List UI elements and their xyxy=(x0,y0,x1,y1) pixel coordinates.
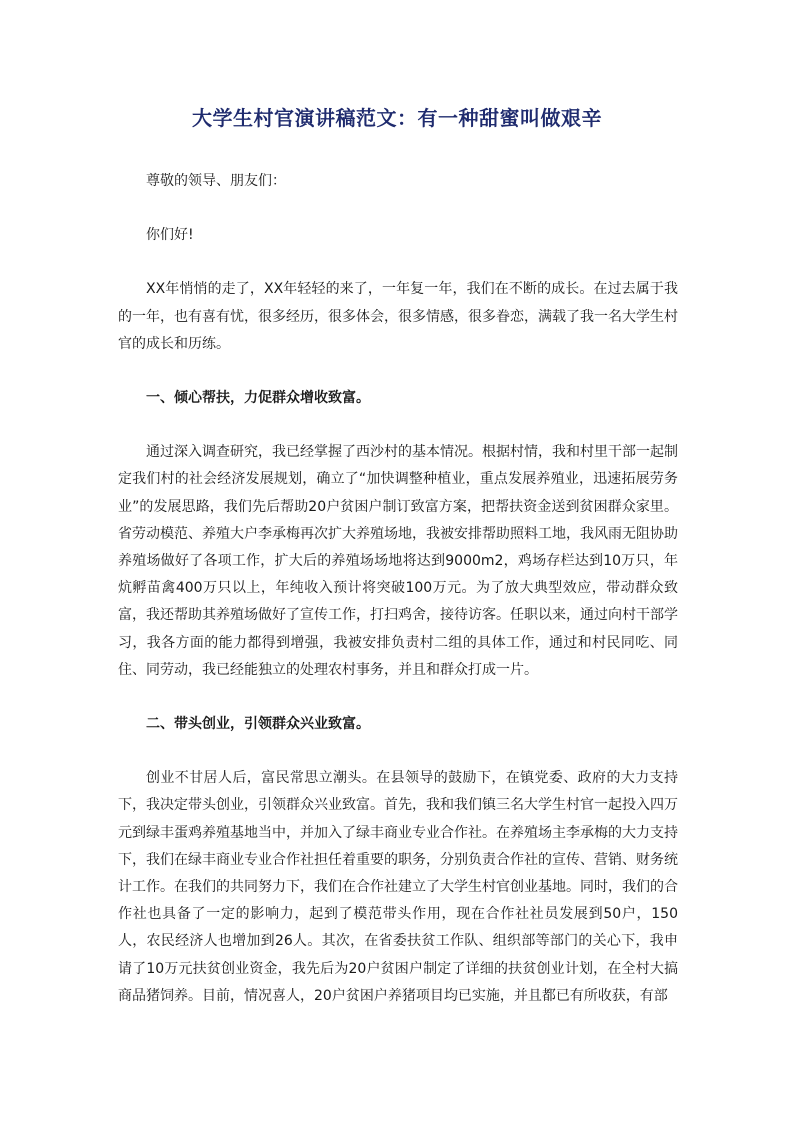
salutation: 尊敬的领导、朋友们： xyxy=(146,173,286,189)
section-1-heading: 一、倾心帮扶，力促群众增收致富。 xyxy=(146,390,370,407)
document-title: 大学生村官演讲稿范文：有一种甜蜜叫做艰辛 xyxy=(192,106,602,130)
section-2-paragraph: 创业不甘居人后，富民常思立潮头。在县领导的鼓励下，在镇党委、政府的大力支持下，我决定带头创业，引领群众兴业致富。首先，我和我们镇三名大学生村官一起投入四万元到绿丰蛋鸡养殖基地当中，并加入了绿丰商业专业合作社。在养殖场主李承梅的大力支持下，我们在绿丰商业专业合作社担任着重要的职务，分别负责合作社的宣传、营销、财务统计工作。在我们的共同努力下，我们在合作社建立了大学生村官创业基地。同时，我们的合作社也具备了一定的影响力，起到了模范带头作用，现在合作社社员发展到50户，150人，农民经济人也增加到26人。其次，在省委扶贫工作队、组织部等部门的关心下，我申请了10万元扶贫创业资金，我先后为20户贫困户制定了详细的扶贫创业计划，在全村大搞商品猪饲养。目前，情况喜人，20户贫困户养猪项目均已实施，并且都已有所收获，有部 xyxy=(118,770,678,1004)
section-1-paragraph: 通过深入调查研究，我已经掌握了西沙村的基本情况。根据村情，我和村里干部一起制定我们村的社会经济发展规划，确立了“加快调整种植业，重点发展养殖业，迅速拓展劳务业”的发展思路，我们先后帮助20户贫困户制订致富方案，把帮扶资金送到贫困群众家里。省劳动模范、养殖大户李承梅再次扩大养殖场地，我被安排帮助照料工地，我风雨无阻协助养殖场做好了各项工作，扩大后的养殖场场地将达到9000m2，鸡场存栏达到10万只，年炕孵苗禽400万只以上，年纯收入预计将突破100万元。为了放大典型效应，带动群众致富，我还帮助其养殖场做好了宣传工作，打扫鸡舍，接待访客。任职以来，通过向村干部学习，我各方面的能力都得到增强，我被安排负责村二组的具体工作，通过和村民同吃、同住、同劳动，我已经能独立的处理农村事务，并且和群众打成一片。 xyxy=(118,444,678,678)
section-2-heading: 二、带头创业，引领群众兴业致富。 xyxy=(146,716,370,733)
document-body xyxy=(118,168,678,1037)
greeting: 你们好! xyxy=(146,227,194,244)
intro-paragraph: XX年悄悄的走了，XX年轻轻的来了，一年复一年，我们在不断的成长。在过去属于我的一年，也有喜有忧，很多经历，很多体会，很多情感，很多眷恋，满载了我一名大学生村官的成长和历练。 xyxy=(118,281,678,352)
